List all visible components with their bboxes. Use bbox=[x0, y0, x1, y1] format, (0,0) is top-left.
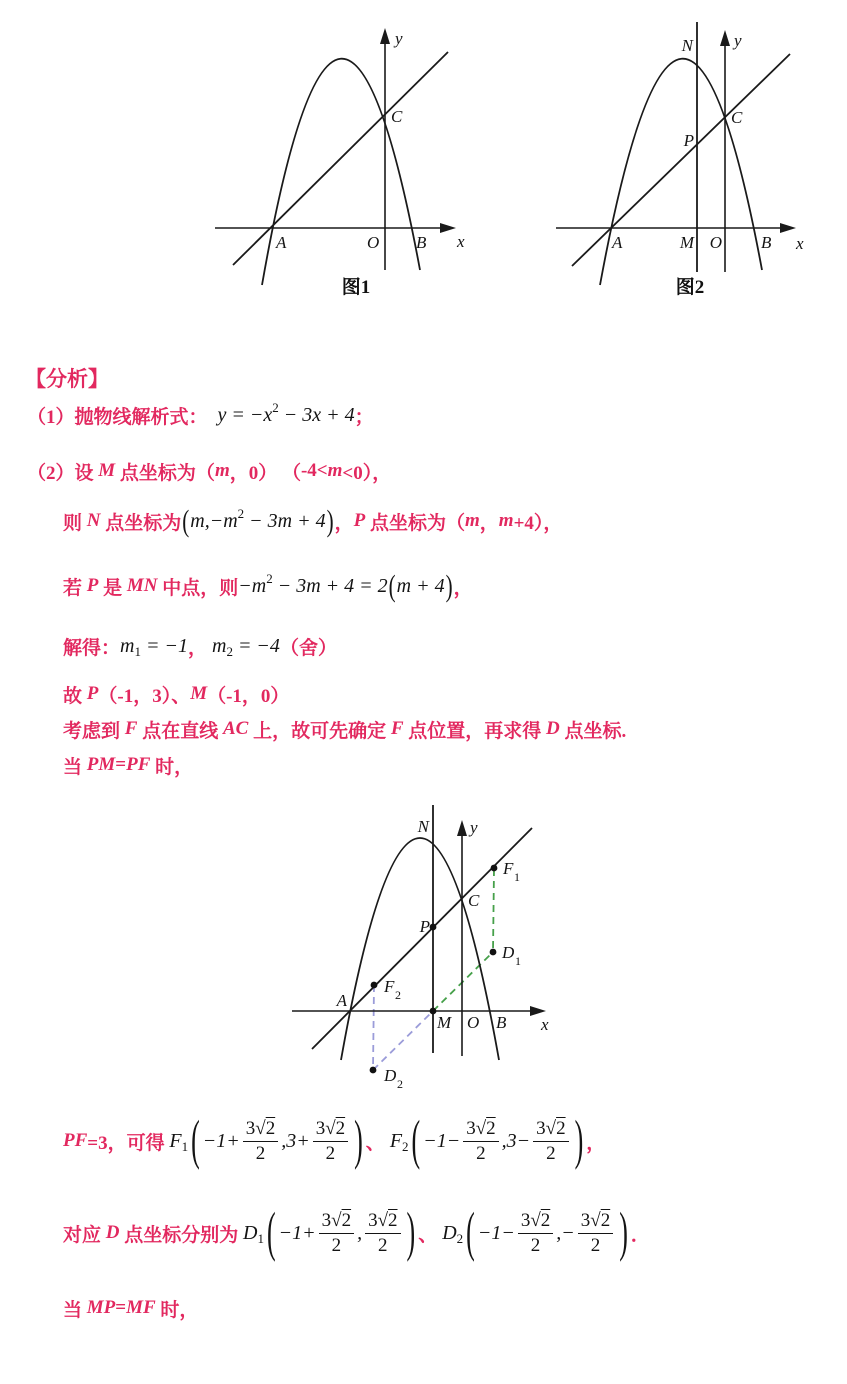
text-run: 点坐标. bbox=[559, 720, 627, 742]
text-run: D bbox=[243, 1221, 258, 1244]
figure-2 bbox=[556, 22, 804, 298]
fraction: $\frac{3√2}{2}$ bbox=[243, 1118, 278, 1165]
fig2-label-N: N bbox=[681, 36, 693, 55]
text-run: = −1 bbox=[140, 634, 188, 657]
fig3-label-F1-main: F bbox=[503, 859, 514, 878]
fraction: $\frac{3√2}{2}$ bbox=[463, 1118, 498, 1165]
analysis-line-4 bbox=[63, 566, 473, 606]
fig3-point-P bbox=[430, 924, 437, 931]
text-run: , bbox=[281, 1129, 287, 1152]
fig3-point-F1 bbox=[491, 865, 498, 872]
fig2-label-x: x bbox=[796, 234, 804, 253]
fig1-label-C: C bbox=[391, 107, 403, 126]
fig3-label-F1 bbox=[502, 859, 520, 884]
analysis-line-3 bbox=[63, 500, 562, 542]
text-run: D bbox=[437, 1221, 457, 1244]
fig3-dash-f1-d1 bbox=[493, 869, 494, 952]
text-run: M bbox=[190, 683, 208, 704]
analysis-line-2 bbox=[27, 457, 391, 485]
fraction: $\frac{3√2}{2}$ bbox=[365, 1210, 400, 1257]
text-run: −1+ bbox=[278, 1221, 316, 1244]
text-run: （2）设 bbox=[27, 462, 99, 484]
fig3-label-F2 bbox=[383, 977, 401, 1002]
text-run: − 3m + 4 bbox=[244, 509, 326, 532]
fig3-label-D1-main: D bbox=[502, 943, 515, 962]
fig2-label-O: O bbox=[709, 233, 722, 252]
fig3-label-y: y bbox=[470, 818, 478, 837]
text-run: m bbox=[498, 510, 514, 531]
fig3-label-F2-sub: 2 bbox=[395, 988, 401, 1002]
fig3-dash-f2-d2 bbox=[373, 985, 374, 1070]
fig1-label-A: A bbox=[276, 233, 287, 252]
fig2-caption: 图2 bbox=[675, 277, 705, 298]
text-run: （舍） bbox=[279, 637, 337, 659]
fig3-label-P: P bbox=[419, 917, 430, 936]
text-run: ，0） （ bbox=[229, 462, 301, 484]
text-run: = −4 bbox=[232, 634, 280, 657]
text-run: −1− bbox=[423, 1129, 461, 1152]
text-run: ) bbox=[406, 1201, 416, 1263]
text-run: 故 bbox=[63, 685, 87, 707]
figure-top-pair bbox=[170, 15, 840, 307]
text-run: 1 bbox=[181, 1139, 189, 1154]
fig3-y-arrow-icon bbox=[457, 820, 467, 836]
text-run: （-1，3）、 bbox=[98, 685, 191, 707]
text-run: F bbox=[124, 718, 138, 739]
text-run: PF bbox=[63, 1130, 88, 1151]
text-run: 考虑到 bbox=[63, 720, 125, 742]
text-run: 是 bbox=[98, 577, 127, 599]
fig2-label-C: C bbox=[731, 108, 743, 127]
text-run: 、 bbox=[418, 1224, 438, 1246]
figure-1 bbox=[215, 28, 465, 298]
text-run: 中点，则 bbox=[157, 577, 239, 599]
text-run: = bbox=[115, 1297, 127, 1318]
text-run: ( bbox=[466, 1201, 475, 1263]
text-run: 2 bbox=[237, 506, 245, 521]
text-run: m bbox=[214, 460, 230, 481]
fig3-label-O: O bbox=[467, 1013, 480, 1032]
text-run: ( bbox=[191, 1109, 200, 1171]
fraction: $\frac{3√2}{2}$ bbox=[518, 1210, 553, 1257]
text-run: − 3x + 4 bbox=[278, 403, 355, 426]
text-run: F bbox=[390, 718, 404, 739]
text-run: ) bbox=[326, 502, 334, 538]
fig1-label-O: O bbox=[367, 233, 380, 252]
text-run: m,−m bbox=[190, 509, 238, 532]
analysis-line-7 bbox=[63, 715, 626, 743]
text-run: 3+ bbox=[286, 1129, 310, 1152]
text-run: ) bbox=[445, 567, 453, 603]
fig3-label-F2-main: F bbox=[384, 977, 395, 996]
text-run: − 3m + 4 = 2 bbox=[272, 574, 388, 597]
fraction: $\frac{3√2}{2}$ bbox=[313, 1118, 348, 1165]
text-run: ( bbox=[266, 1201, 276, 1263]
text-run: 2 bbox=[402, 1139, 409, 1154]
fig2-label-P: P bbox=[683, 131, 694, 150]
analysis-line-11 bbox=[63, 1294, 198, 1322]
text-run: ， bbox=[453, 577, 473, 599]
text-run: ； bbox=[354, 406, 374, 428]
text-run: 点坐标为（ bbox=[115, 462, 215, 484]
text-run: 若 bbox=[63, 577, 87, 599]
text-run: ) bbox=[619, 1201, 628, 1263]
text-run: ( bbox=[411, 1109, 421, 1171]
text-run: PM bbox=[86, 754, 116, 775]
sqrt-icon: √ bbox=[530, 1209, 541, 1231]
text-run: 2 bbox=[266, 571, 273, 586]
fig3-label-B: B bbox=[496, 1013, 507, 1032]
fraction: $\frac{3√2}{2}$ bbox=[533, 1118, 568, 1165]
fig3-label-D2-sub: 2 bbox=[397, 1077, 403, 1091]
text-run: 当 bbox=[63, 756, 87, 778]
text-run: P bbox=[86, 683, 99, 704]
text-run: 时， bbox=[155, 1299, 199, 1321]
analysis-line-6 bbox=[63, 680, 289, 708]
text-run: 点坐标为 bbox=[100, 512, 182, 534]
text-run: 上，故可先确定 bbox=[248, 720, 391, 742]
text-run: 、 bbox=[365, 1132, 385, 1154]
text-run: =3，可得 bbox=[87, 1132, 170, 1154]
text-run: 2 bbox=[226, 644, 233, 659]
analysis-line-1 bbox=[27, 399, 374, 431]
fig3-point-D2 bbox=[370, 1067, 377, 1074]
text-run: P bbox=[353, 510, 366, 531]
text-run: 2 bbox=[456, 1231, 464, 1246]
text-run: ， bbox=[586, 1132, 606, 1154]
text-run: −1+ bbox=[202, 1129, 240, 1152]
text-run: （-1，0） bbox=[207, 685, 290, 707]
fig1-label-x: x bbox=[457, 232, 465, 251]
text-run: AC bbox=[222, 718, 249, 739]
text-run: 解得： bbox=[63, 637, 121, 659]
text-run: 点坐标为（ bbox=[365, 512, 465, 534]
analysis-line-9 bbox=[63, 1104, 605, 1178]
text-run: P bbox=[86, 575, 99, 596]
sqrt-icon: √ bbox=[325, 1117, 336, 1139]
fig3-label-D1 bbox=[501, 943, 521, 968]
fraction: $\frac{3√2}{2}$ bbox=[578, 1210, 613, 1257]
text-run: ) bbox=[354, 1109, 363, 1171]
text-run: MP bbox=[86, 1297, 116, 1318]
fraction: $\frac{3√2}{2}$ bbox=[319, 1210, 354, 1257]
text-run: 1 bbox=[134, 644, 141, 659]
text-run: 点在直线 bbox=[137, 720, 223, 742]
fig1-x-arrow-icon bbox=[440, 223, 456, 233]
text-run: 时， bbox=[150, 756, 194, 778]
sqrt-icon: √ bbox=[590, 1209, 601, 1231]
text-run: 3− bbox=[506, 1129, 531, 1152]
sqrt-icon: √ bbox=[331, 1209, 342, 1231]
fig3-dash-d2-m bbox=[373, 1011, 433, 1070]
analysis-header: 【分析】 bbox=[25, 367, 109, 391]
fig3-point-F2 bbox=[371, 982, 378, 989]
fig3-label-A: A bbox=[336, 991, 347, 1010]
text-run: m + 4 bbox=[396, 574, 445, 597]
text-run: m bbox=[327, 460, 343, 481]
text-run: ， bbox=[479, 512, 499, 534]
text-run: +4）， bbox=[513, 512, 563, 534]
fig3-label-D1-sub: 1 bbox=[515, 954, 521, 968]
fig1-caption: 图1 bbox=[341, 277, 371, 298]
text-run: 则 bbox=[63, 512, 87, 534]
text-run: -4< bbox=[300, 460, 328, 481]
sqrt-icon: √ bbox=[377, 1209, 389, 1231]
fig2-label-B: B bbox=[761, 233, 772, 252]
text-run: ， bbox=[187, 637, 207, 659]
text-run: M bbox=[98, 460, 116, 481]
text-run: m bbox=[464, 510, 480, 531]
fig2-label-A: A bbox=[612, 233, 623, 252]
text-run: MN bbox=[126, 575, 158, 596]
text-run: （1）抛物线解析式： bbox=[27, 406, 208, 428]
text-run: −m bbox=[238, 574, 267, 597]
text-run: D bbox=[105, 1222, 120, 1243]
fig3-label-D2 bbox=[383, 1066, 403, 1091]
fig3-label-N: N bbox=[417, 817, 429, 836]
text-run: = bbox=[115, 754, 127, 775]
text-run: 2 bbox=[272, 400, 279, 415]
text-run: ( bbox=[388, 567, 396, 603]
text-run: ) bbox=[574, 1109, 584, 1171]
fig3-label-F1-sub: 1 bbox=[514, 870, 520, 884]
fig1-y-arrow-icon bbox=[380, 28, 390, 44]
text-run: ， bbox=[334, 512, 354, 534]
analysis-line-8 bbox=[63, 751, 193, 779]
text-run: , bbox=[501, 1129, 507, 1152]
text-run: ( bbox=[182, 502, 190, 538]
fig3-label-C: C bbox=[468, 891, 480, 910]
text-run: PF bbox=[126, 754, 151, 775]
figure-3 bbox=[278, 795, 563, 1110]
text-run: F bbox=[384, 1129, 403, 1152]
fig1-label-y: y bbox=[395, 29, 403, 48]
analysis-line-10 bbox=[63, 1196, 650, 1270]
fig3-label-x: x bbox=[541, 1015, 549, 1034]
text-run: 当 bbox=[63, 1299, 87, 1321]
text-run: 点坐标分别为 bbox=[119, 1224, 244, 1246]
fig3-point-D1 bbox=[490, 949, 497, 956]
text-run: , bbox=[357, 1221, 363, 1244]
sqrt-icon: √ bbox=[475, 1117, 487, 1139]
text-run: m bbox=[206, 634, 227, 657]
text-run: m bbox=[120, 634, 135, 657]
fig2-y-arrow-icon bbox=[720, 30, 730, 46]
text-run: N bbox=[86, 510, 101, 531]
text-run: , bbox=[556, 1221, 562, 1244]
text-run: MF bbox=[126, 1297, 156, 1318]
fig3-label-D2-main: D bbox=[384, 1066, 397, 1085]
text-run: D bbox=[546, 718, 560, 739]
sqrt-icon: √ bbox=[255, 1117, 266, 1139]
fig3-point-M bbox=[430, 1008, 437, 1015]
fig2-label-y: y bbox=[734, 31, 742, 50]
text-run: ． bbox=[630, 1224, 650, 1246]
text-run: F bbox=[169, 1129, 182, 1152]
text-run: 点位置，再求得 bbox=[403, 720, 547, 742]
text-run: − bbox=[561, 1221, 575, 1244]
fig2-x-arrow-icon bbox=[780, 223, 796, 233]
fig3-label-M: M bbox=[437, 1013, 452, 1032]
text-run: y = −x bbox=[207, 403, 273, 426]
analysis-line-5 bbox=[63, 629, 337, 663]
fig2-label-M: M bbox=[679, 233, 694, 252]
text-run: −1− bbox=[477, 1221, 515, 1244]
text-run: <0）， bbox=[342, 462, 392, 484]
text-run: 对应 bbox=[63, 1224, 106, 1246]
sqrt-icon: √ bbox=[545, 1117, 557, 1139]
fig1-label-B: B bbox=[416, 233, 427, 252]
text-run: 1 bbox=[257, 1231, 264, 1246]
